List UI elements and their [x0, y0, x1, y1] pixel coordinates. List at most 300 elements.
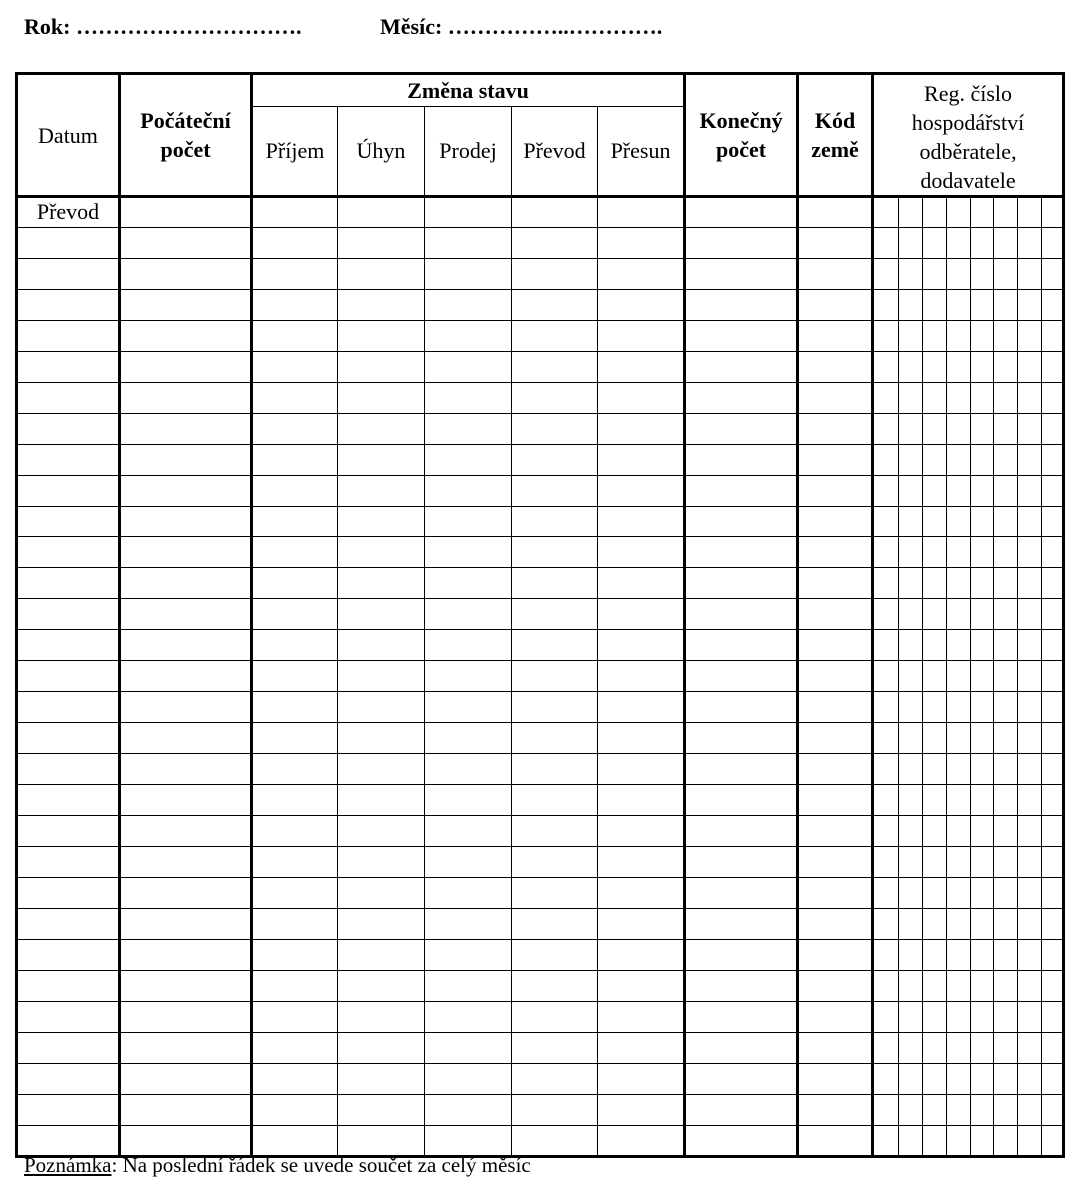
cell-reg-cislo[interactable]	[873, 320, 1064, 351]
table-cell[interactable]	[598, 568, 685, 599]
table-cell[interactable]	[598, 197, 685, 228]
table-cell[interactable]	[598, 847, 685, 878]
table-cell[interactable]	[512, 1032, 598, 1063]
table-cell[interactable]	[598, 970, 685, 1001]
cell-reg-cislo[interactable]	[873, 692, 1064, 723]
table-cell[interactable]	[512, 506, 598, 537]
year-field[interactable]: Rok: ………………………….	[24, 14, 302, 39]
table-cell[interactable]	[512, 723, 598, 754]
cell-reg-cislo[interactable]	[873, 723, 1064, 754]
table-cell[interactable]	[598, 258, 685, 289]
cell-reg-cislo[interactable]	[873, 258, 1064, 289]
table-cell[interactable]	[685, 413, 798, 444]
table-cell[interactable]	[512, 816, 598, 847]
table-cell[interactable]	[252, 1001, 338, 1032]
table-cell[interactable]	[685, 537, 798, 568]
table-cell[interactable]	[425, 908, 512, 939]
cell-reg-cislo[interactable]	[873, 1125, 1064, 1156]
table-cell[interactable]	[598, 630, 685, 661]
table-cell[interactable]	[798, 599, 873, 630]
table-cell[interactable]	[338, 258, 425, 289]
table-cell[interactable]	[338, 568, 425, 599]
table-cell[interactable]	[252, 661, 338, 692]
table-cell[interactable]	[120, 908, 252, 939]
table-cell[interactable]	[798, 506, 873, 537]
table-cell[interactable]	[252, 1125, 338, 1156]
table-cell[interactable]	[798, 1032, 873, 1063]
table-cell[interactable]	[338, 1125, 425, 1156]
cell-reg-cislo[interactable]	[873, 908, 1064, 939]
table-cell[interactable]	[685, 1001, 798, 1032]
table-cell[interactable]	[512, 444, 598, 475]
cell-datum[interactable]	[17, 599, 120, 630]
table-cell[interactable]	[798, 382, 873, 413]
cell-reg-cislo[interactable]	[873, 1094, 1064, 1125]
table-cell[interactable]	[598, 1032, 685, 1063]
cell-reg-cislo[interactable]	[873, 939, 1064, 970]
table-cell[interactable]	[425, 847, 512, 878]
table-cell[interactable]	[512, 258, 598, 289]
table-cell[interactable]	[598, 661, 685, 692]
table-cell[interactable]	[252, 475, 338, 506]
table-cell[interactable]	[338, 816, 425, 847]
table-cell[interactable]	[512, 289, 598, 320]
table-cell[interactable]	[338, 785, 425, 816]
table-cell[interactable]	[425, 382, 512, 413]
table-cell[interactable]	[120, 382, 252, 413]
table-cell[interactable]	[120, 320, 252, 351]
table-cell[interactable]	[685, 227, 798, 258]
table-cell[interactable]	[598, 1125, 685, 1156]
table-cell[interactable]	[338, 939, 425, 970]
table-cell[interactable]	[798, 816, 873, 847]
table-cell[interactable]	[798, 754, 873, 785]
cell-datum[interactable]	[17, 289, 120, 320]
table-cell[interactable]	[338, 970, 425, 1001]
table-cell[interactable]	[512, 692, 598, 723]
table-cell[interactable]	[598, 382, 685, 413]
table-cell[interactable]	[685, 1063, 798, 1094]
table-cell[interactable]	[425, 692, 512, 723]
table-cell[interactable]	[252, 816, 338, 847]
cell-datum[interactable]	[17, 754, 120, 785]
table-cell[interactable]	[685, 908, 798, 939]
table-cell[interactable]	[425, 723, 512, 754]
table-cell[interactable]	[252, 692, 338, 723]
table-cell[interactable]	[685, 785, 798, 816]
table-cell[interactable]	[798, 1063, 873, 1094]
table-cell[interactable]	[425, 599, 512, 630]
table-cell[interactable]	[338, 1094, 425, 1125]
table-cell[interactable]	[252, 970, 338, 1001]
table-cell[interactable]	[512, 847, 598, 878]
table-cell[interactable]	[120, 599, 252, 630]
cell-reg-cislo[interactable]	[873, 785, 1064, 816]
table-cell[interactable]	[338, 1032, 425, 1063]
table-cell[interactable]	[512, 785, 598, 816]
table-cell[interactable]	[685, 444, 798, 475]
table-cell[interactable]	[425, 537, 512, 568]
table-cell[interactable]	[598, 785, 685, 816]
table-cell[interactable]	[598, 413, 685, 444]
table-cell[interactable]	[252, 351, 338, 382]
table-cell[interactable]	[338, 444, 425, 475]
table-cell[interactable]	[252, 444, 338, 475]
cell-datum[interactable]	[17, 1094, 120, 1125]
table-cell[interactable]	[512, 413, 598, 444]
table-cell[interactable]	[425, 289, 512, 320]
cell-reg-cislo[interactable]	[873, 754, 1064, 785]
table-cell[interactable]	[798, 1001, 873, 1032]
table-cell[interactable]	[120, 289, 252, 320]
table-cell[interactable]	[798, 351, 873, 382]
table-cell[interactable]	[338, 382, 425, 413]
cell-datum[interactable]	[17, 1001, 120, 1032]
cell-reg-cislo[interactable]	[873, 475, 1064, 506]
table-cell[interactable]	[425, 444, 512, 475]
table-cell[interactable]	[425, 506, 512, 537]
table-cell[interactable]	[425, 1001, 512, 1032]
cell-datum[interactable]	[17, 661, 120, 692]
table-cell[interactable]	[798, 939, 873, 970]
table-cell[interactable]	[798, 661, 873, 692]
table-cell[interactable]	[685, 723, 798, 754]
table-cell[interactable]	[252, 723, 338, 754]
table-cell[interactable]	[252, 320, 338, 351]
cell-datum[interactable]	[17, 351, 120, 382]
table-cell[interactable]	[120, 227, 252, 258]
table-cell[interactable]	[798, 197, 873, 228]
table-cell[interactable]	[252, 258, 338, 289]
cell-datum[interactable]	[17, 475, 120, 506]
table-cell[interactable]	[120, 475, 252, 506]
table-cell[interactable]	[598, 1001, 685, 1032]
table-cell[interactable]	[338, 723, 425, 754]
table-cell[interactable]	[338, 413, 425, 444]
cell-reg-cislo[interactable]	[873, 599, 1064, 630]
cell-datum[interactable]	[17, 382, 120, 413]
table-cell[interactable]	[798, 258, 873, 289]
table-cell[interactable]	[425, 258, 512, 289]
table-cell[interactable]	[512, 1094, 598, 1125]
table-cell[interactable]	[685, 475, 798, 506]
cell-reg-cislo[interactable]	[873, 816, 1064, 847]
table-cell[interactable]	[252, 847, 338, 878]
table-cell[interactable]	[512, 939, 598, 970]
table-cell[interactable]	[120, 1063, 252, 1094]
table-cell[interactable]	[685, 568, 798, 599]
table-cell[interactable]	[598, 692, 685, 723]
table-cell[interactable]	[252, 506, 338, 537]
table-cell[interactable]	[685, 599, 798, 630]
table-cell[interactable]	[338, 661, 425, 692]
table-cell[interactable]	[425, 475, 512, 506]
table-cell[interactable]	[512, 908, 598, 939]
table-cell[interactable]	[598, 227, 685, 258]
table-cell[interactable]	[685, 877, 798, 908]
cell-reg-cislo[interactable]	[873, 1001, 1064, 1032]
table-cell[interactable]	[252, 1032, 338, 1063]
table-cell[interactable]	[512, 630, 598, 661]
table-cell[interactable]	[598, 723, 685, 754]
table-cell[interactable]	[120, 506, 252, 537]
table-cell[interactable]	[425, 351, 512, 382]
table-cell[interactable]	[120, 754, 252, 785]
cell-datum[interactable]	[17, 692, 120, 723]
table-cell[interactable]	[338, 227, 425, 258]
cell-reg-cislo[interactable]	[873, 227, 1064, 258]
table-cell[interactable]	[338, 320, 425, 351]
table-cell[interactable]	[425, 816, 512, 847]
table-cell[interactable]	[338, 197, 425, 228]
table-cell[interactable]	[685, 661, 798, 692]
table-cell[interactable]	[120, 1125, 252, 1156]
table-cell[interactable]	[598, 351, 685, 382]
table-cell[interactable]	[252, 289, 338, 320]
cell-datum[interactable]	[17, 537, 120, 568]
table-cell[interactable]	[120, 723, 252, 754]
table-cell[interactable]	[425, 939, 512, 970]
cell-reg-cislo[interactable]	[873, 847, 1064, 878]
table-cell[interactable]	[512, 877, 598, 908]
table-cell[interactable]	[252, 1063, 338, 1094]
cell-reg-cislo[interactable]	[873, 1063, 1064, 1094]
table-cell[interactable]	[425, 754, 512, 785]
table-cell[interactable]	[252, 568, 338, 599]
cell-datum[interactable]	[17, 785, 120, 816]
table-cell[interactable]	[120, 785, 252, 816]
table-cell[interactable]	[425, 1125, 512, 1156]
table-cell[interactable]	[252, 599, 338, 630]
cell-reg-cislo[interactable]	[873, 197, 1064, 228]
cell-datum[interactable]	[17, 227, 120, 258]
cell-datum[interactable]	[17, 506, 120, 537]
table-cell[interactable]	[425, 320, 512, 351]
table-cell[interactable]	[120, 877, 252, 908]
table-cell[interactable]	[685, 630, 798, 661]
table-cell[interactable]	[798, 970, 873, 1001]
table-cell[interactable]	[425, 197, 512, 228]
table-cell[interactable]	[598, 1094, 685, 1125]
table-cell[interactable]	[512, 475, 598, 506]
table-cell[interactable]	[512, 197, 598, 228]
table-cell[interactable]	[798, 1125, 873, 1156]
table-cell[interactable]	[338, 1001, 425, 1032]
table-cell[interactable]	[338, 599, 425, 630]
cell-reg-cislo[interactable]	[873, 630, 1064, 661]
table-cell[interactable]	[425, 785, 512, 816]
table-cell[interactable]	[598, 908, 685, 939]
cell-reg-cislo[interactable]	[873, 1032, 1064, 1063]
table-cell[interactable]	[512, 599, 598, 630]
table-cell[interactable]	[120, 258, 252, 289]
table-cell[interactable]	[512, 1001, 598, 1032]
table-cell[interactable]	[598, 444, 685, 475]
table-cell[interactable]	[512, 661, 598, 692]
table-cell[interactable]	[598, 506, 685, 537]
cell-datum[interactable]	[17, 877, 120, 908]
cell-reg-cislo[interactable]	[873, 413, 1064, 444]
table-cell[interactable]	[120, 970, 252, 1001]
table-cell[interactable]	[252, 630, 338, 661]
table-cell[interactable]	[798, 537, 873, 568]
table-cell[interactable]	[685, 754, 798, 785]
table-cell[interactable]	[798, 568, 873, 599]
table-cell[interactable]	[338, 754, 425, 785]
cell-datum[interactable]	[17, 1125, 120, 1156]
table-cell[interactable]	[798, 877, 873, 908]
cell-reg-cislo[interactable]	[873, 289, 1064, 320]
table-cell[interactable]	[685, 197, 798, 228]
table-cell[interactable]	[512, 382, 598, 413]
cell-reg-cislo[interactable]	[873, 970, 1064, 1001]
cell-datum[interactable]	[17, 970, 120, 1001]
cell-reg-cislo[interactable]	[873, 661, 1064, 692]
table-cell[interactable]	[252, 939, 338, 970]
table-cell[interactable]	[798, 908, 873, 939]
table-cell[interactable]	[598, 1063, 685, 1094]
table-cell[interactable]	[252, 227, 338, 258]
cell-datum[interactable]	[17, 258, 120, 289]
table-cell[interactable]	[798, 444, 873, 475]
table-cell[interactable]	[425, 970, 512, 1001]
table-cell[interactable]	[512, 1063, 598, 1094]
table-cell[interactable]	[598, 877, 685, 908]
table-cell[interactable]	[252, 877, 338, 908]
table-cell[interactable]	[798, 227, 873, 258]
cell-datum[interactable]	[17, 816, 120, 847]
table-cell[interactable]	[798, 847, 873, 878]
table-cell[interactable]	[798, 723, 873, 754]
table-cell[interactable]	[338, 475, 425, 506]
table-cell[interactable]	[685, 320, 798, 351]
month-field[interactable]: Měsíc: ……………..………….	[380, 14, 663, 39]
cell-reg-cislo[interactable]	[873, 351, 1064, 382]
cell-datum[interactable]	[17, 939, 120, 970]
table-cell[interactable]	[598, 320, 685, 351]
table-cell[interactable]	[120, 939, 252, 970]
table-cell[interactable]	[120, 197, 252, 228]
table-cell[interactable]	[338, 908, 425, 939]
table-cell[interactable]	[252, 413, 338, 444]
table-cell[interactable]	[685, 351, 798, 382]
table-cell[interactable]	[120, 1001, 252, 1032]
cell-datum[interactable]	[17, 1063, 120, 1094]
table-cell[interactable]	[798, 320, 873, 351]
table-cell[interactable]	[425, 568, 512, 599]
table-cell[interactable]	[685, 289, 798, 320]
cell-datum[interactable]	[17, 908, 120, 939]
table-cell[interactable]	[120, 847, 252, 878]
table-cell[interactable]	[598, 816, 685, 847]
table-cell[interactable]	[512, 970, 598, 1001]
table-cell[interactable]	[798, 475, 873, 506]
cell-reg-cislo[interactable]	[873, 877, 1064, 908]
table-cell[interactable]	[120, 568, 252, 599]
cell-datum[interactable]	[17, 413, 120, 444]
table-cell[interactable]	[120, 1032, 252, 1063]
table-cell[interactable]	[120, 1094, 252, 1125]
table-cell[interactable]	[425, 877, 512, 908]
table-cell[interactable]	[598, 289, 685, 320]
table-cell[interactable]	[685, 847, 798, 878]
cell-reg-cislo[interactable]	[873, 537, 1064, 568]
cell-datum[interactable]	[17, 568, 120, 599]
table-cell[interactable]	[252, 785, 338, 816]
table-cell[interactable]	[512, 1125, 598, 1156]
table-cell[interactable]	[685, 939, 798, 970]
table-cell[interactable]	[685, 970, 798, 1001]
table-cell[interactable]	[252, 1094, 338, 1125]
cell-datum[interactable]	[17, 1032, 120, 1063]
cell-reg-cislo[interactable]	[873, 382, 1064, 413]
table-cell[interactable]	[120, 816, 252, 847]
table-cell[interactable]	[512, 537, 598, 568]
table-cell[interactable]	[338, 630, 425, 661]
table-cell[interactable]	[425, 227, 512, 258]
table-cell[interactable]	[598, 537, 685, 568]
table-cell[interactable]	[120, 413, 252, 444]
table-cell[interactable]	[338, 537, 425, 568]
table-cell[interactable]	[120, 351, 252, 382]
table-cell[interactable]	[252, 908, 338, 939]
table-cell[interactable]	[338, 1063, 425, 1094]
table-cell[interactable]	[120, 444, 252, 475]
table-cell[interactable]	[425, 1032, 512, 1063]
table-cell[interactable]	[512, 754, 598, 785]
table-cell[interactable]	[338, 506, 425, 537]
table-cell[interactable]	[685, 692, 798, 723]
table-cell[interactable]	[598, 599, 685, 630]
table-cell[interactable]	[685, 258, 798, 289]
table-cell[interactable]	[798, 692, 873, 723]
table-cell[interactable]	[120, 692, 252, 723]
table-cell[interactable]	[598, 754, 685, 785]
table-cell[interactable]	[512, 227, 598, 258]
table-cell[interactable]	[685, 816, 798, 847]
table-cell[interactable]	[598, 475, 685, 506]
cell-datum[interactable]	[17, 630, 120, 661]
table-cell[interactable]	[685, 506, 798, 537]
cell-reg-cislo[interactable]	[873, 444, 1064, 475]
table-cell[interactable]	[798, 413, 873, 444]
table-cell[interactable]	[252, 382, 338, 413]
cell-datum[interactable]	[17, 723, 120, 754]
table-cell[interactable]	[252, 197, 338, 228]
table-cell[interactable]	[120, 537, 252, 568]
cell-reg-cislo[interactable]	[873, 568, 1064, 599]
table-cell[interactable]	[338, 692, 425, 723]
table-cell[interactable]	[425, 1063, 512, 1094]
table-cell[interactable]	[512, 320, 598, 351]
cell-datum[interactable]	[17, 444, 120, 475]
table-cell[interactable]	[425, 413, 512, 444]
table-cell[interactable]	[252, 537, 338, 568]
table-cell[interactable]	[798, 1094, 873, 1125]
table-cell[interactable]	[425, 1094, 512, 1125]
table-cell[interactable]	[598, 939, 685, 970]
table-cell[interactable]	[120, 630, 252, 661]
table-cell[interactable]	[512, 351, 598, 382]
table-cell[interactable]	[425, 630, 512, 661]
table-cell[interactable]	[338, 351, 425, 382]
table-cell[interactable]	[685, 382, 798, 413]
table-cell[interactable]	[798, 630, 873, 661]
cell-datum[interactable]	[17, 847, 120, 878]
table-cell[interactable]	[512, 568, 598, 599]
table-cell[interactable]	[798, 785, 873, 816]
table-cell[interactable]	[425, 661, 512, 692]
